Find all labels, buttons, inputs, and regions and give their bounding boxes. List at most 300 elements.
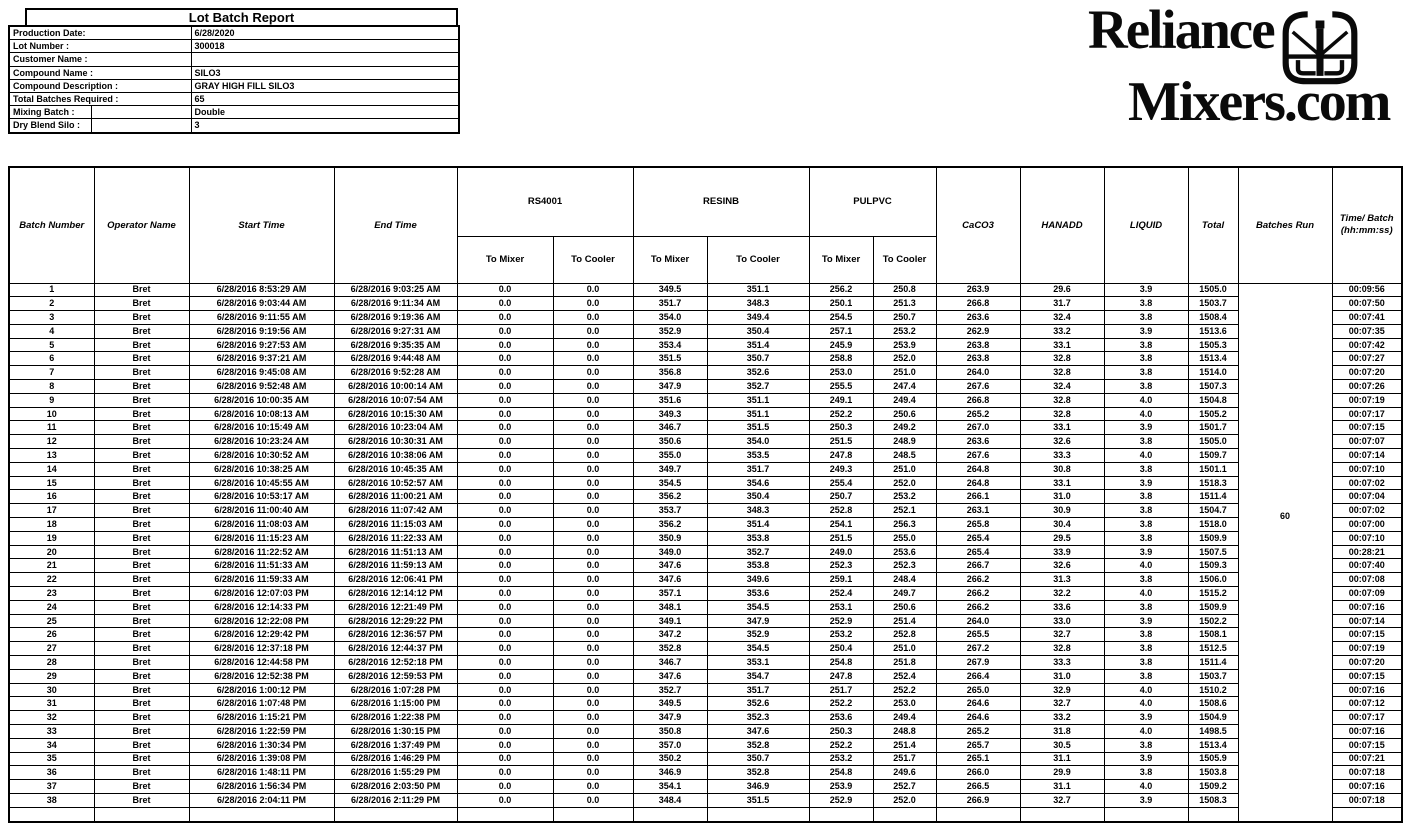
col-header-time-per-batch xyxy=(1332,167,1402,283)
col-header-total: Total xyxy=(1188,167,1238,283)
cell-hanadd: 31.8 xyxy=(1020,725,1104,739)
cell-total: 1509.9 xyxy=(1188,600,1238,614)
cell-resinb-to-mixer: 349.0 xyxy=(633,545,707,559)
field-label: Lot Number : xyxy=(9,40,191,53)
cell-time-per-batch: 00:28:21 xyxy=(1332,545,1402,559)
cell-batch-number: 7 xyxy=(9,366,94,380)
cell-pulpvc-to-mixer: 252.9 xyxy=(809,793,873,807)
cell-start-time: 6/28/2016 9:37:21 AM xyxy=(189,352,334,366)
cell-time-per-batch: 00:07:42 xyxy=(1332,338,1402,352)
cell-caco3: 263.9 xyxy=(936,283,1020,297)
cell-resinb-to-cooler: 351.7 xyxy=(707,683,809,697)
field-value: Double xyxy=(191,106,459,119)
cell-start-time: 6/28/2016 9:52:48 AM xyxy=(189,380,334,394)
field-value: 300018 xyxy=(191,40,459,53)
table-row xyxy=(9,324,1402,338)
cell-end-time: 6/28/2016 9:03:25 AM xyxy=(334,283,457,297)
cell-caco3: 266.2 xyxy=(936,587,1020,601)
cell-operator-name: Bret xyxy=(94,504,189,518)
cell-batch-number: 33 xyxy=(9,725,94,739)
cell-end-time: 6/28/2016 11:15:03 AM xyxy=(334,518,457,532)
cell-start-time: 6/28/2016 2:04:11 PM xyxy=(189,793,334,807)
cell-rs4001-to-mixer: 0.0 xyxy=(457,545,553,559)
cell-time-per-batch: 00:07:15 xyxy=(1332,738,1402,752)
cell-caco3: 266.2 xyxy=(936,600,1020,614)
cell-end-time: 6/28/2016 1:37:49 PM xyxy=(334,738,457,752)
cell-pulpvc-to-mixer: 250.1 xyxy=(809,297,873,311)
cell-total: 1507.5 xyxy=(1188,545,1238,559)
cell-time-per-batch: 00:07:02 xyxy=(1332,476,1402,490)
cell-resinb-to-mixer xyxy=(633,807,707,821)
cell-caco3: 263.1 xyxy=(936,504,1020,518)
time-per-batch-line2: (hh:mm:ss) xyxy=(1340,225,1393,237)
cell-resinb-to-mixer: 351.5 xyxy=(633,352,707,366)
cell-total: 1511.4 xyxy=(1188,656,1238,670)
cell-pulpvc-to-mixer: 251.7 xyxy=(809,683,873,697)
cell-batch-number: 29 xyxy=(9,669,94,683)
cell-liquid: 3.8 xyxy=(1104,642,1188,656)
cell-start-time xyxy=(189,807,334,821)
cell-rs4001-to-cooler: 0.0 xyxy=(553,518,633,532)
cell-resinb-to-mixer: 349.7 xyxy=(633,462,707,476)
cell-operator-name: Bret xyxy=(94,600,189,614)
cell-resinb-to-cooler: 354.0 xyxy=(707,435,809,449)
cell-rs4001-to-cooler: 0.0 xyxy=(553,352,633,366)
cell-pulpvc-to-cooler: 250.7 xyxy=(873,311,936,325)
cell-rs4001-to-cooler: 0.0 xyxy=(553,531,633,545)
cell-caco3: 266.5 xyxy=(936,780,1020,794)
cell-caco3: 265.2 xyxy=(936,725,1020,739)
cell-end-time: 6/28/2016 10:52:57 AM xyxy=(334,476,457,490)
cell-operator-name: Bret xyxy=(94,545,189,559)
cell-end-time: 6/28/2016 9:27:31 AM xyxy=(334,324,457,338)
field-value: 3 xyxy=(191,119,459,133)
cell-operator-name: Bret xyxy=(94,338,189,352)
cell-time-per-batch: 00:07:12 xyxy=(1332,697,1402,711)
table-row xyxy=(9,559,1402,573)
cell-rs4001-to-mixer: 0.0 xyxy=(457,752,553,766)
cell-liquid: 3.8 xyxy=(1104,518,1188,532)
cell-batch-number: 27 xyxy=(9,642,94,656)
cell-operator-name: Bret xyxy=(94,766,189,780)
cell-caco3: 266.8 xyxy=(936,297,1020,311)
cell-liquid: 3.8 xyxy=(1104,628,1188,642)
cell-time-per-batch: 00:07:21 xyxy=(1332,752,1402,766)
cell-resinb-to-mixer: 346.9 xyxy=(633,766,707,780)
table-row xyxy=(9,587,1402,601)
cell-pulpvc-to-cooler: 248.4 xyxy=(873,573,936,587)
cell-liquid: 3.8 xyxy=(1104,462,1188,476)
cell-time-per-batch: 00:07:07 xyxy=(1332,435,1402,449)
cell-end-time: 6/28/2016 12:36:57 PM xyxy=(334,628,457,642)
cell-start-time: 6/28/2016 10:23:24 AM xyxy=(189,435,334,449)
cell-hanadd: 32.9 xyxy=(1020,683,1104,697)
cell-end-time: 6/28/2016 12:21:49 PM xyxy=(334,600,457,614)
cell-liquid: 3.8 xyxy=(1104,573,1188,587)
sub-header-resinb-to-cooler: To Cooler xyxy=(707,236,809,283)
cell-liquid: 4.0 xyxy=(1104,393,1188,407)
table-row xyxy=(9,545,1402,559)
cell-caco3: 265.7 xyxy=(936,738,1020,752)
cell-resinb-to-mixer: 354.1 xyxy=(633,780,707,794)
cell-total: 1513.4 xyxy=(1188,738,1238,752)
cell-start-time: 6/28/2016 1:07:48 PM xyxy=(189,697,334,711)
table-row xyxy=(9,600,1402,614)
cell-end-time: 6/28/2016 11:22:33 AM xyxy=(334,531,457,545)
cell-start-time: 6/28/2016 9:19:56 AM xyxy=(189,324,334,338)
cell-resinb-to-mixer: 348.4 xyxy=(633,793,707,807)
cell-batch-number: 9 xyxy=(9,393,94,407)
cell-rs4001-to-mixer: 0.0 xyxy=(457,338,553,352)
cell-resinb-to-mixer: 356.2 xyxy=(633,490,707,504)
cell-start-time: 6/28/2016 10:30:52 AM xyxy=(189,449,334,463)
table-row xyxy=(9,366,1402,380)
cell-resinb-to-cooler: 352.6 xyxy=(707,697,809,711)
cell-rs4001-to-mixer: 0.0 xyxy=(457,407,553,421)
cell-start-time: 6/28/2016 1:22:59 PM xyxy=(189,725,334,739)
cell-liquid: 3.8 xyxy=(1104,531,1188,545)
cell-pulpvc-to-mixer: 253.6 xyxy=(809,711,873,725)
cell-time-per-batch: 00:07:15 xyxy=(1332,421,1402,435)
cell-time-per-batch: 00:07:19 xyxy=(1332,642,1402,656)
cell-time-per-batch xyxy=(1332,807,1402,821)
table-row xyxy=(9,449,1402,463)
cell-caco3: 267.6 xyxy=(936,449,1020,463)
cell-start-time: 6/28/2016 1:30:34 PM xyxy=(189,738,334,752)
group-header-resinb: RESINB xyxy=(633,167,809,236)
cell-caco3: 264.8 xyxy=(936,462,1020,476)
cell-pulpvc-to-cooler: 251.4 xyxy=(873,614,936,628)
cell-rs4001-to-mixer: 0.0 xyxy=(457,435,553,449)
cell-pulpvc-to-cooler: 251.8 xyxy=(873,656,936,670)
cell-batch-number: 4 xyxy=(9,324,94,338)
cell-hanadd: 31.1 xyxy=(1020,752,1104,766)
cell-resinb-to-cooler: 351.1 xyxy=(707,407,809,421)
cell-time-per-batch: 00:07:09 xyxy=(1332,587,1402,601)
field-label: Total Batches Required : xyxy=(9,92,191,105)
info-row-dry-blend-silo xyxy=(9,119,459,133)
cell-resinb-to-mixer: 357.0 xyxy=(633,738,707,752)
cell-resinb-to-mixer: 349.3 xyxy=(633,407,707,421)
cell-rs4001-to-cooler: 0.0 xyxy=(553,462,633,476)
cell-operator-name: Bret xyxy=(94,407,189,421)
cell-end-time: 6/28/2016 12:52:18 PM xyxy=(334,656,457,670)
cell-rs4001-to-cooler: 0.0 xyxy=(553,559,633,573)
info-row-compound-name xyxy=(9,66,459,79)
table-row xyxy=(9,752,1402,766)
cell-liquid: 3.8 xyxy=(1104,352,1188,366)
cell-hanadd: 32.7 xyxy=(1020,793,1104,807)
cell-hanadd: 33.1 xyxy=(1020,476,1104,490)
cell-pulpvc-to-cooler: 253.6 xyxy=(873,545,936,559)
cell-liquid: 3.9 xyxy=(1104,793,1188,807)
cell-total: 1505.2 xyxy=(1188,407,1238,421)
cell-end-time: 6/28/2016 1:55:29 PM xyxy=(334,766,457,780)
cell-end-time: 6/28/2016 10:00:14 AM xyxy=(334,380,457,394)
table-row xyxy=(9,669,1402,683)
cell-resinb-to-mixer: 351.7 xyxy=(633,297,707,311)
batch-table xyxy=(8,166,1403,823)
cell-end-time: 6/28/2016 1:15:00 PM xyxy=(334,697,457,711)
cell-time-per-batch: 00:07:14 xyxy=(1332,449,1402,463)
cell-start-time: 6/28/2016 12:44:58 PM xyxy=(189,656,334,670)
cell-operator-name: Bret xyxy=(94,380,189,394)
table-row xyxy=(9,462,1402,476)
cell-batch-number: 21 xyxy=(9,559,94,573)
cell-start-time: 6/28/2016 10:08:13 AM xyxy=(189,407,334,421)
table-row xyxy=(9,421,1402,435)
cell-time-per-batch: 00:07:35 xyxy=(1332,324,1402,338)
cell-start-time: 6/28/2016 10:00:35 AM xyxy=(189,393,334,407)
cell-pulpvc-to-mixer: 249.1 xyxy=(809,393,873,407)
cell-time-per-batch: 00:07:27 xyxy=(1332,352,1402,366)
cell-caco3: 265.8 xyxy=(936,518,1020,532)
cell-total: 1513.4 xyxy=(1188,352,1238,366)
cell-resinb-to-mixer: 346.7 xyxy=(633,421,707,435)
cell-total: 1504.8 xyxy=(1188,393,1238,407)
cell-end-time: 6/28/2016 9:35:35 AM xyxy=(334,338,457,352)
cell-rs4001-to-mixer: 0.0 xyxy=(457,421,553,435)
cell-liquid: 3.9 xyxy=(1104,545,1188,559)
cell-pulpvc-to-mixer: 250.4 xyxy=(809,642,873,656)
cell-rs4001-to-mixer: 0.0 xyxy=(457,573,553,587)
cell-pulpvc-to-cooler: 248.8 xyxy=(873,725,936,739)
cell-resinb-to-cooler: 354.5 xyxy=(707,600,809,614)
cell-start-time: 6/28/2016 9:03:44 AM xyxy=(189,297,334,311)
cell-total: 1518.0 xyxy=(1188,518,1238,532)
field-value: 65 xyxy=(191,92,459,105)
cell-resinb-to-cooler: 350.4 xyxy=(707,490,809,504)
cell-rs4001-to-mixer: 0.0 xyxy=(457,697,553,711)
cell-batch-number: 35 xyxy=(9,752,94,766)
col-header-operator-name: Operator Name xyxy=(94,167,189,283)
cell-end-time: 6/28/2016 10:38:06 AM xyxy=(334,449,457,463)
cell-time-per-batch: 00:07:41 xyxy=(1332,311,1402,325)
logo-word-reliance: Reliance xyxy=(1088,0,1274,60)
cell-resinb-to-cooler: 349.4 xyxy=(707,311,809,325)
cell-total: 1503.7 xyxy=(1188,669,1238,683)
cell-operator-name: Bret xyxy=(94,711,189,725)
table-row xyxy=(9,352,1402,366)
cell-pulpvc-to-cooler: 250.6 xyxy=(873,600,936,614)
cell-rs4001-to-cooler: 0.0 xyxy=(553,366,633,380)
cell-time-per-batch: 00:07:18 xyxy=(1332,793,1402,807)
cell-start-time: 6/28/2016 12:07:03 PM xyxy=(189,587,334,601)
cell-resinb-to-mixer: 347.6 xyxy=(633,573,707,587)
cell-total: 1505.3 xyxy=(1188,338,1238,352)
table-row xyxy=(9,725,1402,739)
cell-rs4001-to-mixer: 0.0 xyxy=(457,683,553,697)
cell-operator-name: Bret xyxy=(94,476,189,490)
cell-hanadd: 32.8 xyxy=(1020,393,1104,407)
cell-start-time: 6/28/2016 12:14:33 PM xyxy=(189,600,334,614)
cell-resinb-to-cooler: 351.4 xyxy=(707,338,809,352)
cell-time-per-batch: 00:07:16 xyxy=(1332,780,1402,794)
cell-resinb-to-mixer: 347.9 xyxy=(633,380,707,394)
cell-liquid: 3.9 xyxy=(1104,283,1188,297)
field-value xyxy=(191,53,459,66)
table-row xyxy=(9,793,1402,807)
cell-rs4001-to-mixer: 0.0 xyxy=(457,283,553,297)
cell-resinb-to-cooler: 352.3 xyxy=(707,711,809,725)
cell-resinb-to-cooler: 351.1 xyxy=(707,393,809,407)
cell-rs4001-to-mixer: 0.0 xyxy=(457,324,553,338)
cell-total: 1511.4 xyxy=(1188,490,1238,504)
cell-batch-number: 6 xyxy=(9,352,94,366)
cell-hanadd: 32.2 xyxy=(1020,587,1104,601)
cell-batch-number: 18 xyxy=(9,518,94,532)
cell-rs4001-to-mixer: 0.0 xyxy=(457,476,553,490)
cell-batch-number: 32 xyxy=(9,711,94,725)
cell-total: 1508.6 xyxy=(1188,697,1238,711)
cell-time-per-batch: 00:07:16 xyxy=(1332,725,1402,739)
cell-end-time: 6/28/2016 10:23:04 AM xyxy=(334,421,457,435)
cell-resinb-to-mixer: 357.1 xyxy=(633,587,707,601)
cell-rs4001-to-cooler: 0.0 xyxy=(553,628,633,642)
cell-resinb-to-cooler: 346.9 xyxy=(707,780,809,794)
cell-resinb-to-mixer: 347.6 xyxy=(633,559,707,573)
table-row xyxy=(9,766,1402,780)
cell-start-time: 6/28/2016 1:15:21 PM xyxy=(189,711,334,725)
sub-header-pulpvc-to-cooler: To Cooler xyxy=(873,236,936,283)
cell-start-time: 6/28/2016 1:48:11 PM xyxy=(189,766,334,780)
cell-end-time: 6/28/2016 10:07:54 AM xyxy=(334,393,457,407)
cell-total: 1501.7 xyxy=(1188,421,1238,435)
cell-operator-name: Bret xyxy=(94,324,189,338)
cell-pulpvc-to-mixer: 252.8 xyxy=(809,504,873,518)
cell-liquid: 3.9 xyxy=(1104,711,1188,725)
cell-start-time: 6/28/2016 12:37:18 PM xyxy=(189,642,334,656)
cell-end-time: 6/28/2016 10:15:30 AM xyxy=(334,407,457,421)
cell-liquid: 3.8 xyxy=(1104,656,1188,670)
cell-resinb-to-cooler: 352.7 xyxy=(707,545,809,559)
cell-liquid: 3.8 xyxy=(1104,435,1188,449)
cell-rs4001-to-cooler: 0.0 xyxy=(553,490,633,504)
info-row-customer-name xyxy=(9,53,459,66)
cell-pulpvc-to-cooler: 249.4 xyxy=(873,393,936,407)
cell-rs4001-to-cooler xyxy=(553,807,633,821)
cell-total: 1512.5 xyxy=(1188,642,1238,656)
cell-resinb-to-mixer: 346.7 xyxy=(633,656,707,670)
cell-resinb-to-mixer: 350.9 xyxy=(633,531,707,545)
cell-hanadd xyxy=(1020,807,1104,821)
cell-pulpvc-to-cooler: 248.5 xyxy=(873,449,936,463)
cell-start-time: 6/28/2016 12:22:08 PM xyxy=(189,614,334,628)
cell-caco3: 266.7 xyxy=(936,559,1020,573)
cell-pulpvc-to-mixer: 255.4 xyxy=(809,476,873,490)
cell-operator-name: Bret xyxy=(94,573,189,587)
info-row-lot-number xyxy=(9,40,459,53)
cell-liquid: 4.0 xyxy=(1104,683,1188,697)
cell-hanadd: 31.0 xyxy=(1020,490,1104,504)
cell-resinb-to-cooler: 351.5 xyxy=(707,421,809,435)
cell-end-time: 6/28/2016 10:30:31 AM xyxy=(334,435,457,449)
cell-end-time: 6/28/2016 11:51:13 AM xyxy=(334,545,457,559)
cell-pulpvc-to-mixer xyxy=(809,807,873,821)
cell-operator-name: Bret xyxy=(94,449,189,463)
cell-resinb-to-cooler: 350.4 xyxy=(707,324,809,338)
table-row xyxy=(9,656,1402,670)
cell-time-per-batch: 00:07:08 xyxy=(1332,573,1402,587)
cell-rs4001-to-mixer: 0.0 xyxy=(457,780,553,794)
cell-batch-number: 3 xyxy=(9,311,94,325)
cell-operator-name: Bret xyxy=(94,297,189,311)
cell-time-per-batch: 00:07:18 xyxy=(1332,766,1402,780)
cell-caco3: 265.2 xyxy=(936,407,1020,421)
cell-pulpvc-to-mixer: 251.5 xyxy=(809,531,873,545)
cell-resinb-to-cooler: 351.4 xyxy=(707,518,809,532)
table-row xyxy=(9,407,1402,421)
cell-resinb-to-mixer: 352.7 xyxy=(633,683,707,697)
col-header-end-time: End Time xyxy=(334,167,457,283)
cell-start-time: 6/28/2016 10:38:25 AM xyxy=(189,462,334,476)
cell-batch-number: 22 xyxy=(9,573,94,587)
cell-operator-name: Bret xyxy=(94,587,189,601)
cell-hanadd: 31.0 xyxy=(1020,669,1104,683)
cell-batch-number: 10 xyxy=(9,407,94,421)
cell-pulpvc-to-mixer: 258.8 xyxy=(809,352,873,366)
cell-liquid: 4.0 xyxy=(1104,780,1188,794)
cell-caco3: 264.6 xyxy=(936,711,1020,725)
cell-end-time: 6/28/2016 9:44:48 AM xyxy=(334,352,457,366)
cell-pulpvc-to-mixer: 249.3 xyxy=(809,462,873,476)
cell-total: 1508.4 xyxy=(1188,311,1238,325)
cell-operator-name: Bret xyxy=(94,462,189,476)
table-row xyxy=(9,738,1402,752)
cell-operator-name: Bret xyxy=(94,311,189,325)
cell-hanadd: 33.6 xyxy=(1020,600,1104,614)
cell-batch-number: 17 xyxy=(9,504,94,518)
cell-pulpvc-to-mixer: 247.8 xyxy=(809,669,873,683)
cell-rs4001-to-mixer: 0.0 xyxy=(457,669,553,683)
cell-pulpvc-to-cooler: 251.7 xyxy=(873,752,936,766)
table-row xyxy=(9,490,1402,504)
cell-hanadd: 32.8 xyxy=(1020,352,1104,366)
cell-rs4001-to-mixer: 0.0 xyxy=(457,393,553,407)
cell-rs4001-to-cooler: 0.0 xyxy=(553,780,633,794)
table-row xyxy=(9,283,1402,297)
cell-end-time: 6/28/2016 12:59:53 PM xyxy=(334,669,457,683)
cell-total: 1509.7 xyxy=(1188,449,1238,463)
cell-batch-number: 5 xyxy=(9,338,94,352)
cell-pulpvc-to-cooler: 252.0 xyxy=(873,476,936,490)
cell-rs4001-to-cooler: 0.0 xyxy=(553,683,633,697)
cell-caco3: 265.5 xyxy=(936,628,1020,642)
cell-pulpvc-to-mixer: 245.9 xyxy=(809,338,873,352)
cell-pulpvc-to-mixer: 250.3 xyxy=(809,421,873,435)
cell-start-time: 6/28/2016 12:29:42 PM xyxy=(189,628,334,642)
cell-resinb-to-mixer: 347.9 xyxy=(633,711,707,725)
cell-rs4001-to-mixer: 0.0 xyxy=(457,614,553,628)
cell-caco3: 267.9 xyxy=(936,656,1020,670)
cell-total: 1505.0 xyxy=(1188,283,1238,297)
cell-resinb-to-mixer: 353.7 xyxy=(633,504,707,518)
cell-liquid: 3.8 xyxy=(1104,766,1188,780)
cell-hanadd: 33.0 xyxy=(1020,614,1104,628)
time-per-batch-line1: Time/ Batch xyxy=(1339,213,1394,225)
cell-hanadd: 33.1 xyxy=(1020,421,1104,435)
cell-hanadd: 30.8 xyxy=(1020,462,1104,476)
cell-hanadd: 33.2 xyxy=(1020,324,1104,338)
cell-batch-number: 25 xyxy=(9,614,94,628)
cell-pulpvc-to-mixer: 252.9 xyxy=(809,614,873,628)
table-row xyxy=(9,711,1402,725)
cell-time-per-batch: 00:07:20 xyxy=(1332,656,1402,670)
cell-caco3: 264.0 xyxy=(936,614,1020,628)
cell-hanadd: 32.8 xyxy=(1020,366,1104,380)
cell-start-time: 6/28/2016 12:52:38 PM xyxy=(189,669,334,683)
info-row-mixing-batch xyxy=(9,106,459,119)
